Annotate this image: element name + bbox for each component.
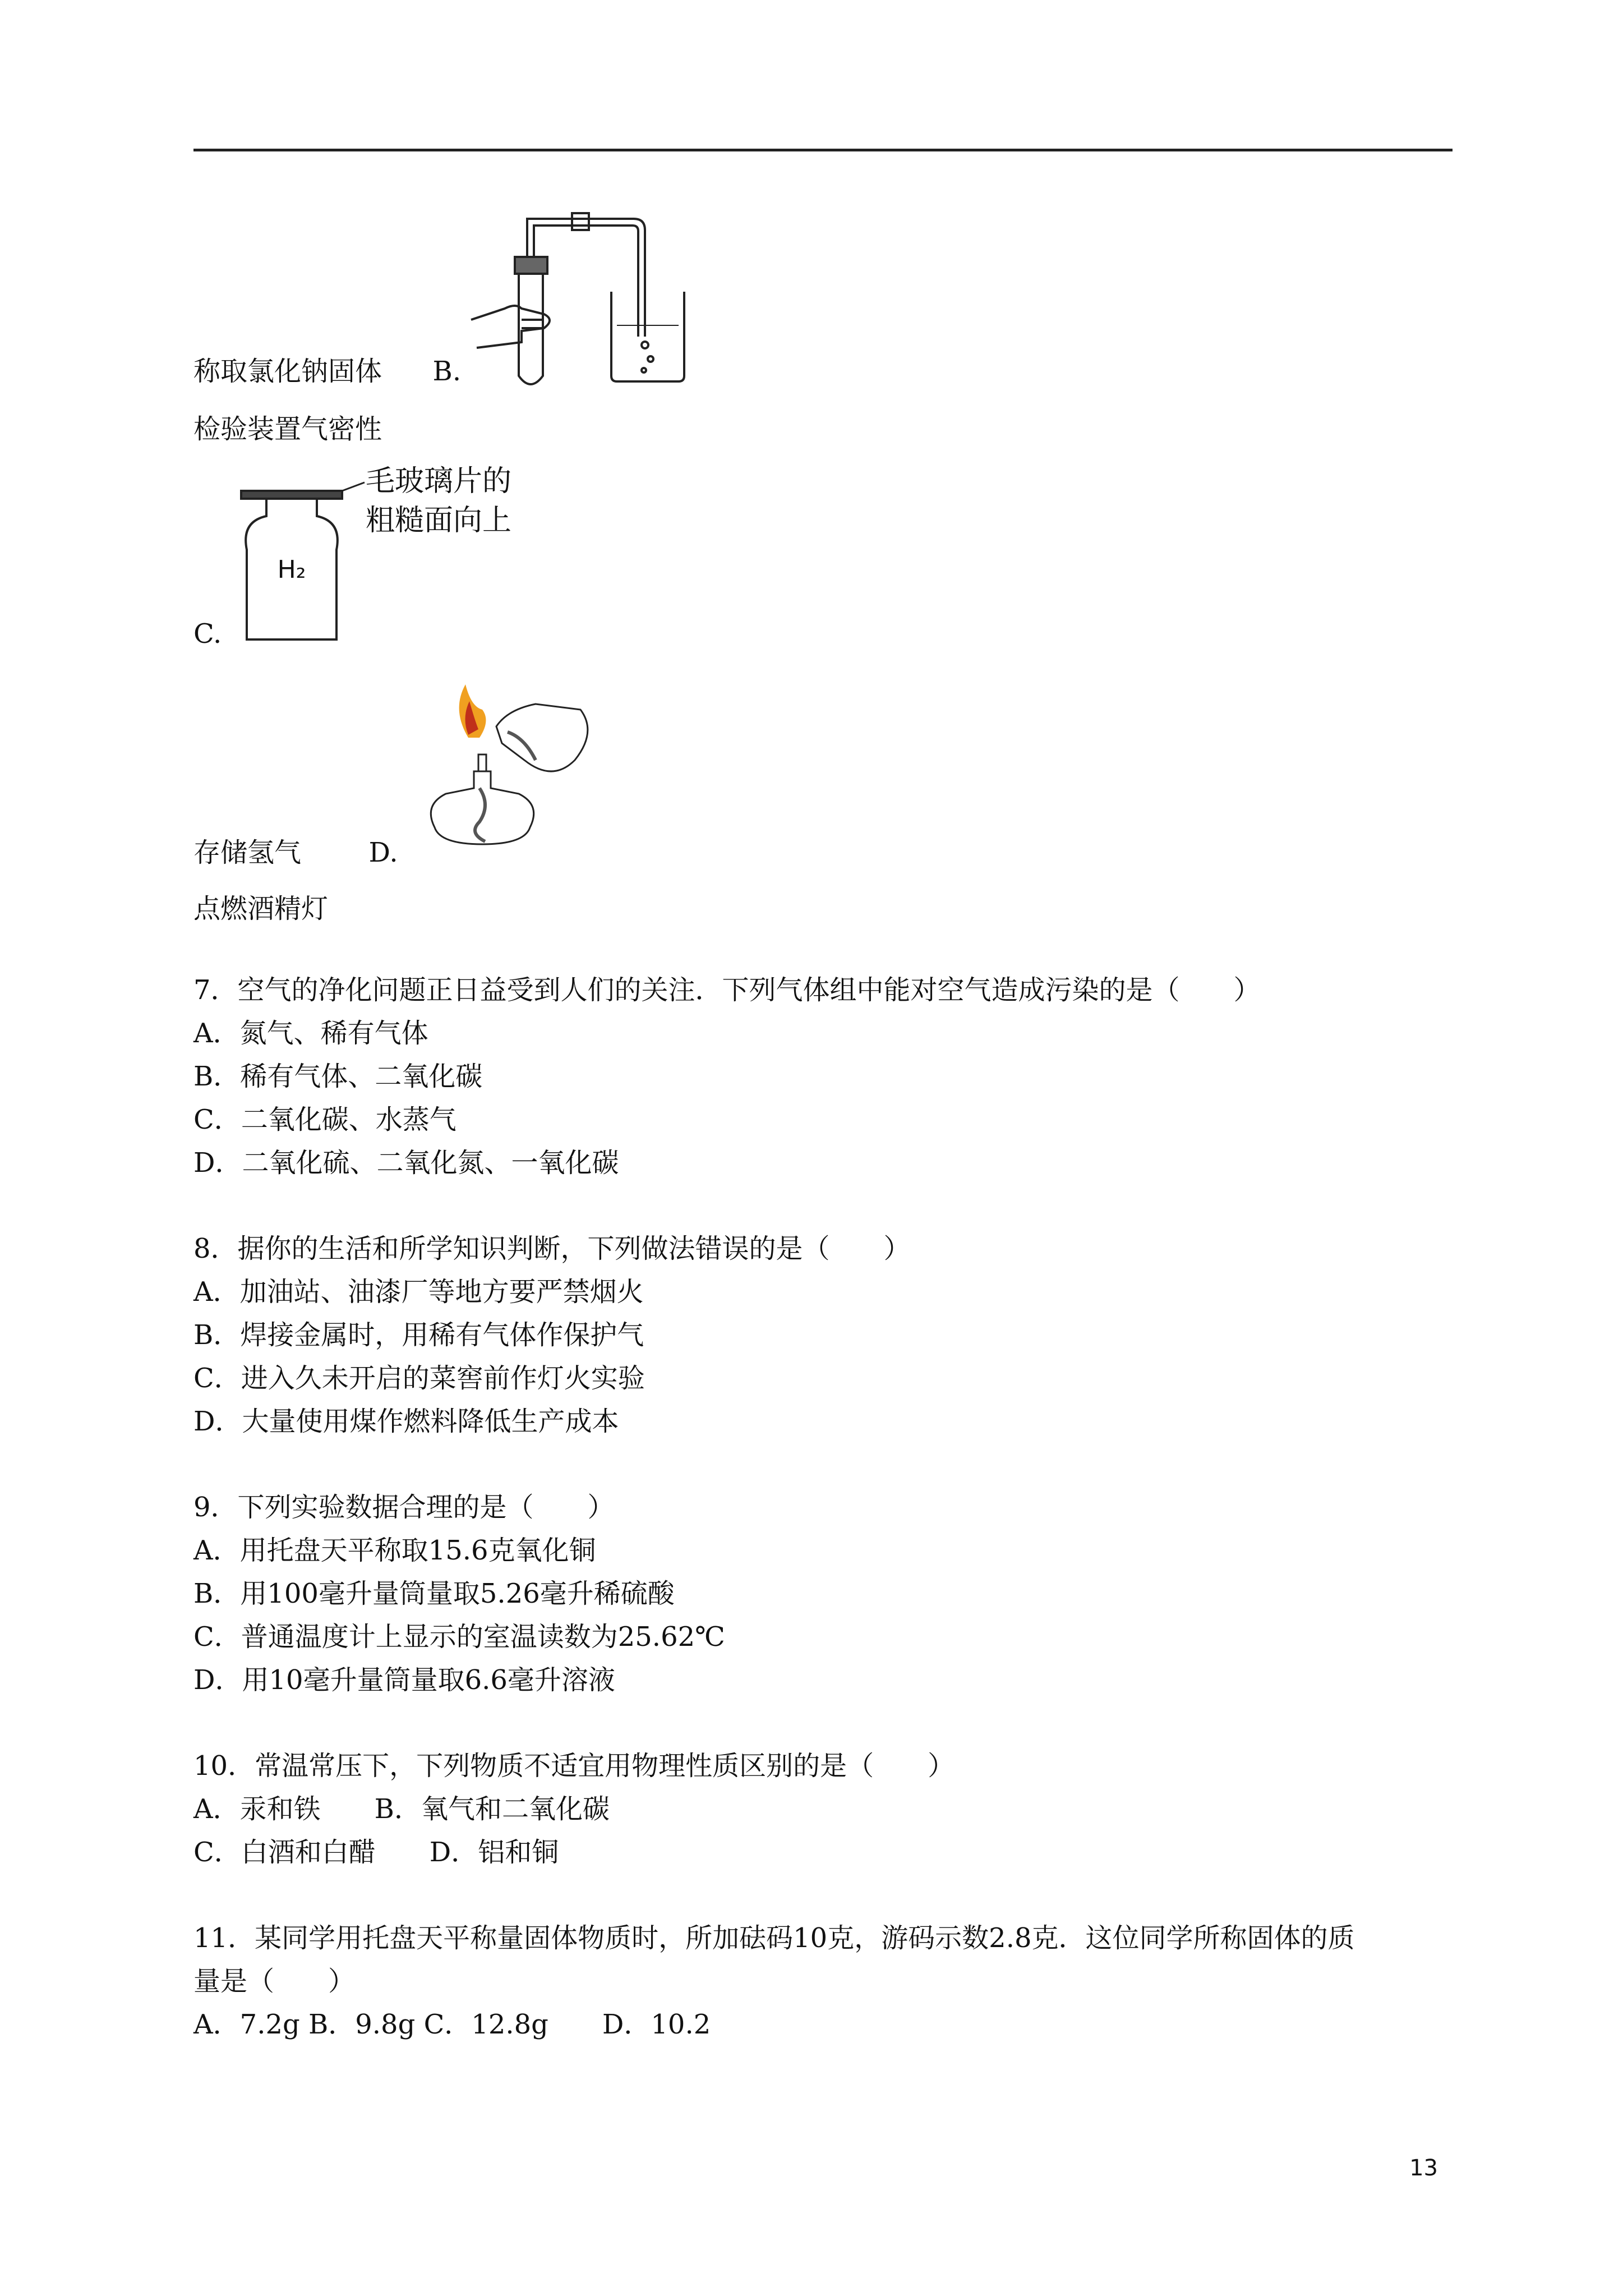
q6-option-b-letter: B. <box>432 356 462 387</box>
header-rule <box>193 149 1453 151</box>
q11-stem-line2: 量是（ ） <box>193 1966 356 1997</box>
gas-jar-note-line1: 毛玻璃片的 <box>366 464 512 498</box>
airtightness-test-apparatus-icon <box>465 208 701 387</box>
q6-option-c-letter: C. <box>193 618 222 650</box>
q7-option-a: A．氮气、稀有气体 <box>193 1018 428 1049</box>
q8-option-b: B．焊接金属时，用稀有气体作保护气 <box>193 1319 644 1351</box>
gas-jar-note-line2: 粗糙面向上 <box>366 504 512 537</box>
q6-option-b-caption: 检验装置气密性 <box>193 413 382 445</box>
q11-options: A．7.2g B．9.8g C．12.8g D．10.2 <box>193 2009 711 2040</box>
gas-jar-label: H₂ <box>277 555 306 584</box>
q8-option-d: D．大量使用煤作燃料降低生产成本 <box>193 1406 619 1437</box>
q6-option-a-caption: 称取氯化钠固体 <box>193 356 382 387</box>
alcohol-lamp-lighting-icon <box>412 676 597 861</box>
q7-option-b: B．稀有气体、二氧化碳 <box>193 1061 483 1092</box>
q6-option-c-caption: 存储氢气 <box>193 837 302 868</box>
q10-options-line2: C．白酒和白醋 D．铝和铜 <box>193 1837 559 1868</box>
q7-option-c: C．二氧化碳、水蒸气 <box>193 1104 457 1135</box>
q6-option-d-caption: 点燃酒精灯 <box>193 893 329 924</box>
q9-stem: 9．下列实验数据合理的是（ ） <box>193 1492 615 1523</box>
gas-jar-icon <box>236 460 527 645</box>
q9-option-a: A．用托盘天平称取15.6克氧化铜 <box>193 1535 596 1566</box>
q10-stem: 10．常温常压下，下列物质不适宜用物理性质区别的是（ ） <box>193 1750 955 1782</box>
q7-stem: 7．空气的净化问题正日益受到人们的关注．下列气体组中能对空气造成污染的是（ ） <box>193 974 1261 1006</box>
page-number: 13 <box>1409 2155 1438 2181</box>
q9-option-b: B．用100毫升量筒量取5.26毫升稀硫酸 <box>193 1578 675 1609</box>
q6-option-d-letter: D. <box>368 837 398 868</box>
q8-option-c: C．进入久未开启的菜窖前作灯火实验 <box>193 1363 645 1394</box>
q10-options-line1: A．汞和铁 B．氧气和二氧化碳 <box>193 1793 610 1825</box>
q8-stem: 8．据你的生活和所学知识判断，下列做法错误的是（ ） <box>193 1233 911 1264</box>
q9-option-d: D．用10毫升量筒量取6.6毫升溶液 <box>193 1664 615 1696</box>
q9-option-c: C．普通温度计上显示的室温读数为25.62℃ <box>193 1621 725 1653</box>
q11-stem-line1: 11．某同学用托盘天平称量固体物质时，所加砝码10克，游码示数2.8克．这位同学所称固体的质 <box>193 1922 1355 1954</box>
q7-option-d: D．二氧化硫、二氧化氮、一氧化碳 <box>193 1147 619 1179</box>
q8-option-a: A．加油站、油漆厂等地方要严禁烟火 <box>193 1276 644 1308</box>
